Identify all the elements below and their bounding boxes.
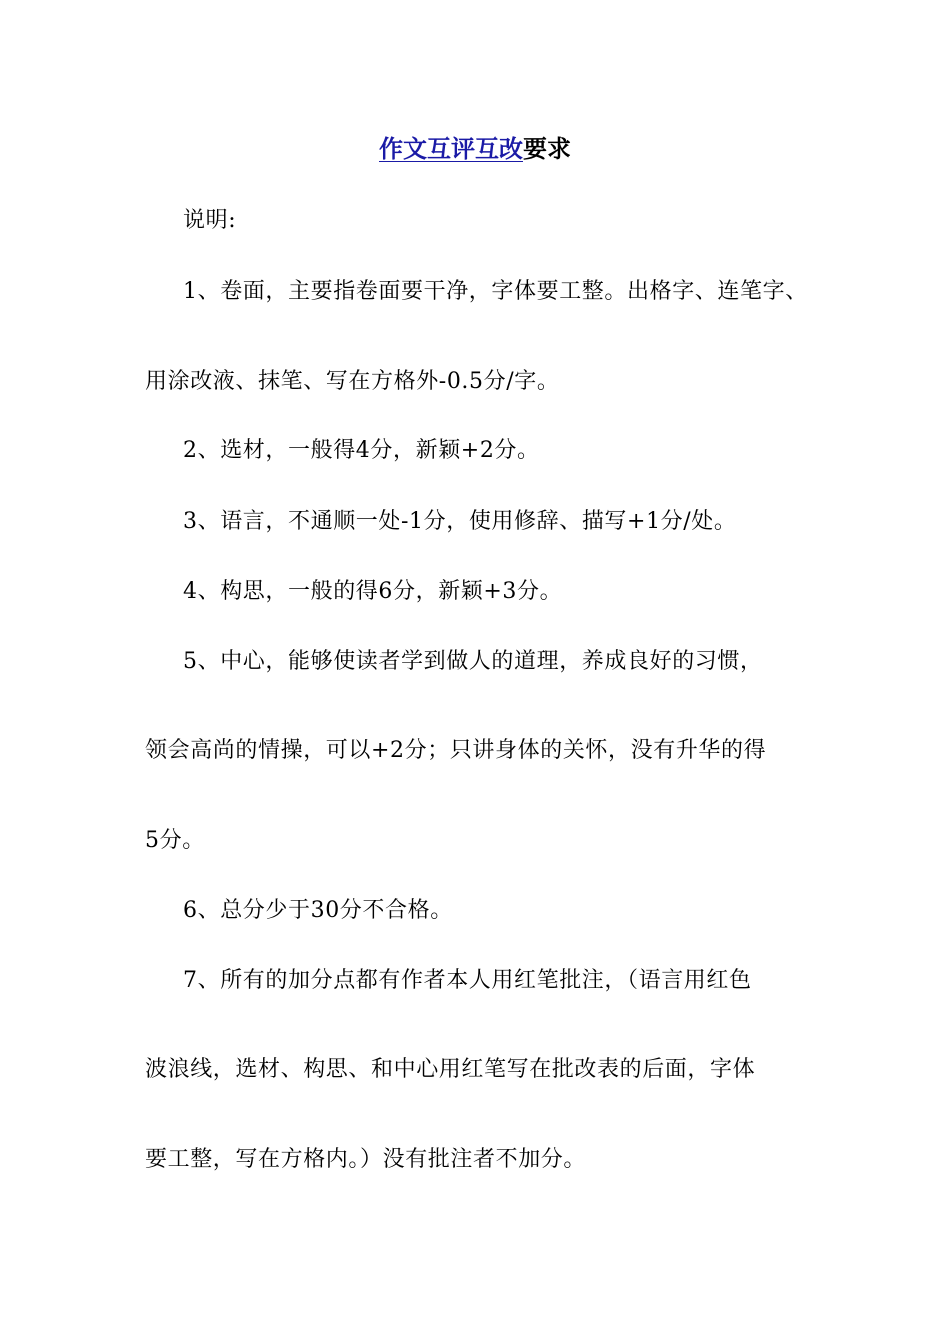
rule-1-line-2: 用涂改液、抹笔、写在方格外-0.5分/字。	[145, 369, 560, 394]
document-title	[0, 131, 950, 167]
title-suffix: 要求	[523, 134, 571, 163]
rule-7-line-1: 7、所有的加分点都有作者本人用红笔批注，（语言用红色	[183, 968, 752, 993]
rule-6: 6、总分少于30分不合格。	[183, 898, 453, 923]
rule-5-line-3: 5分。	[145, 828, 205, 853]
rule-7-line-3: 要工整，写在方格内。）没有批注者不加分。	[145, 1147, 587, 1172]
title-link[interactable]: 作文互评互改	[379, 134, 523, 163]
rule-7-line-2: 波浪线，选材、构思、和中心用红笔写在批改表的后面，字体	[145, 1057, 756, 1082]
rule-4: 4、构思，一般的得6分，新颖+3分。	[183, 579, 563, 604]
instructions-heading: 说明:	[183, 208, 237, 233]
rule-5-line-1: 5、中心，能够使读者学到做人的道理，养成良好的习惯，	[183, 649, 763, 674]
rule-2: 2、选材，一般得4分，新颖+2分。	[183, 438, 540, 463]
rule-5-line-2: 领会高尚的情操，可以+2分；只讲身体的关怀，没有升华的得	[145, 738, 767, 763]
rule-1-line-1: 1、卷面，主要指卷面要干净，字体要工整。出格字、连笔字、	[183, 279, 808, 304]
rule-3: 3、语言，不通顺一处-1分，使用修辞、描写+1分/处。	[183, 509, 737, 534]
